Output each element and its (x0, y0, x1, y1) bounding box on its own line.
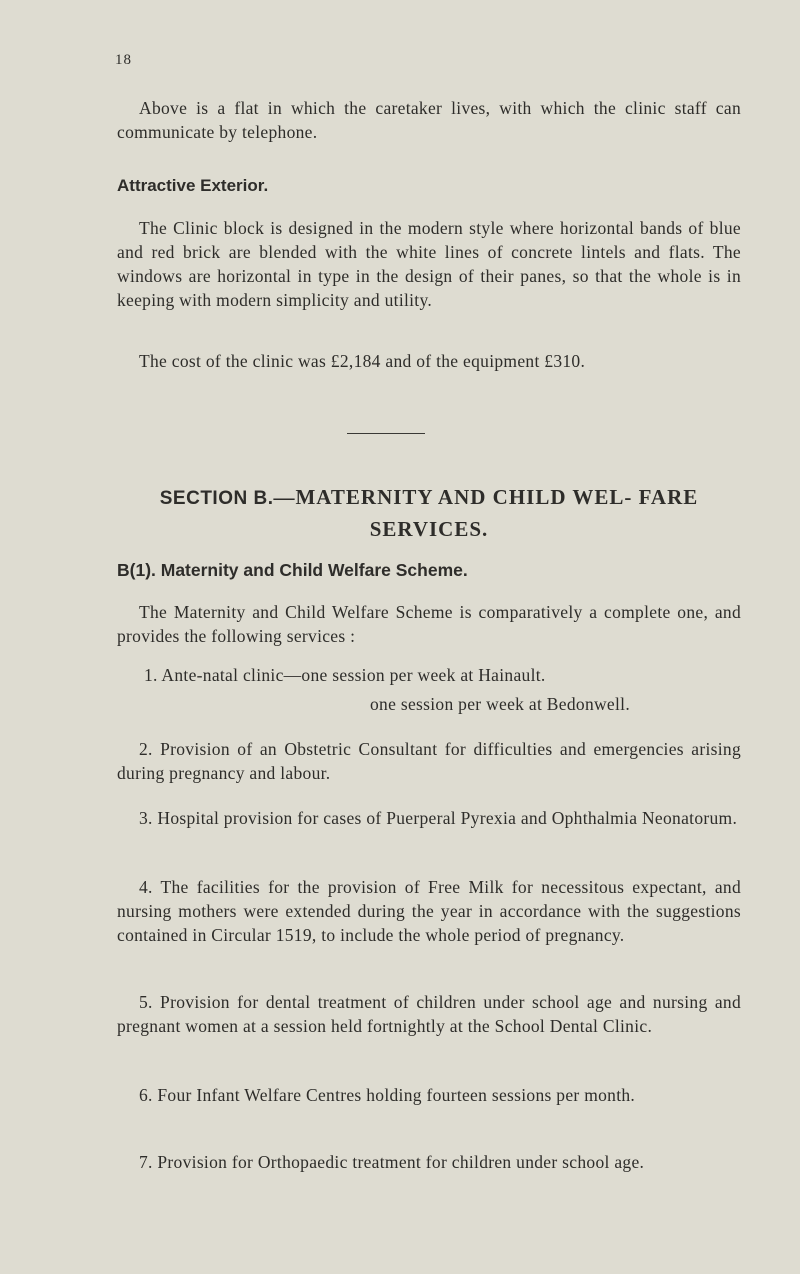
list-item-6: 6. Four Infant Welfare Centres holding fourteen sessions per month. (139, 1085, 636, 1105)
page-number: 18 (115, 52, 132, 68)
scheme-heading: B(1). Maternity and Child Welfare Scheme. (117, 560, 468, 580)
list-item-4: 4. The facilities for the provision of Free Milk for necessitous expectant, and nursing mothers were extended during the year in accordance with the suggestions contained in Circular 1519, to include the whole period of pregnancy. (117, 877, 741, 945)
list-item-7: 7. Provision for Orthopaedic treatment for children under school age. (139, 1152, 645, 1172)
exterior-paragraph: The Clinic block is designed in the modern style where horizontal bands of blue and red brick are blended with the white lines of concrete lintels and flats. The windows are horizontal in type in the design of their panes, so that the whole is in keeping with modern simplicity and utility. (117, 218, 741, 310)
exterior-heading: Attractive Exterior. (117, 176, 269, 195)
list-item-5: 5. Provision for dental treatment of children under school age and nursing and pregnant women at a session held fortnightly at the School Dental Clinic. (117, 992, 741, 1036)
section-divider (347, 433, 425, 434)
list-item-1-line-1: 1. Ante-natal clinic—one session per week at Hainault. (144, 665, 546, 685)
cost-paragraph: The cost of the clinic was £2,184 and of the equipment £310. (139, 351, 586, 371)
list-item-1-line-2: one session per week at Bedonwell. (370, 694, 630, 714)
list-item-3: 3. Hospital provision for cases of Puerperal Pyrexia and Ophthalmia Neonatorum. (139, 808, 738, 828)
scheme-intro: The Maternity and Child Welfare Scheme is comparatively a complete one, and provides the following services : (117, 602, 741, 646)
section-lead: SECTION B. (159, 488, 274, 509)
section-title (117, 482, 741, 544)
section-title-text: —MATERNITY AND CHILD WEL- FARE SERVICES. (273, 485, 699, 541)
intro-paragraph: Above is a flat in which the caretaker lives, with which the clinic staff can communicate by telephone. (117, 98, 741, 142)
list-item-2: 2. Provision of an Obstetric Consultant for difficulties and emergencies arising during pregnancy and labour. (117, 739, 741, 783)
